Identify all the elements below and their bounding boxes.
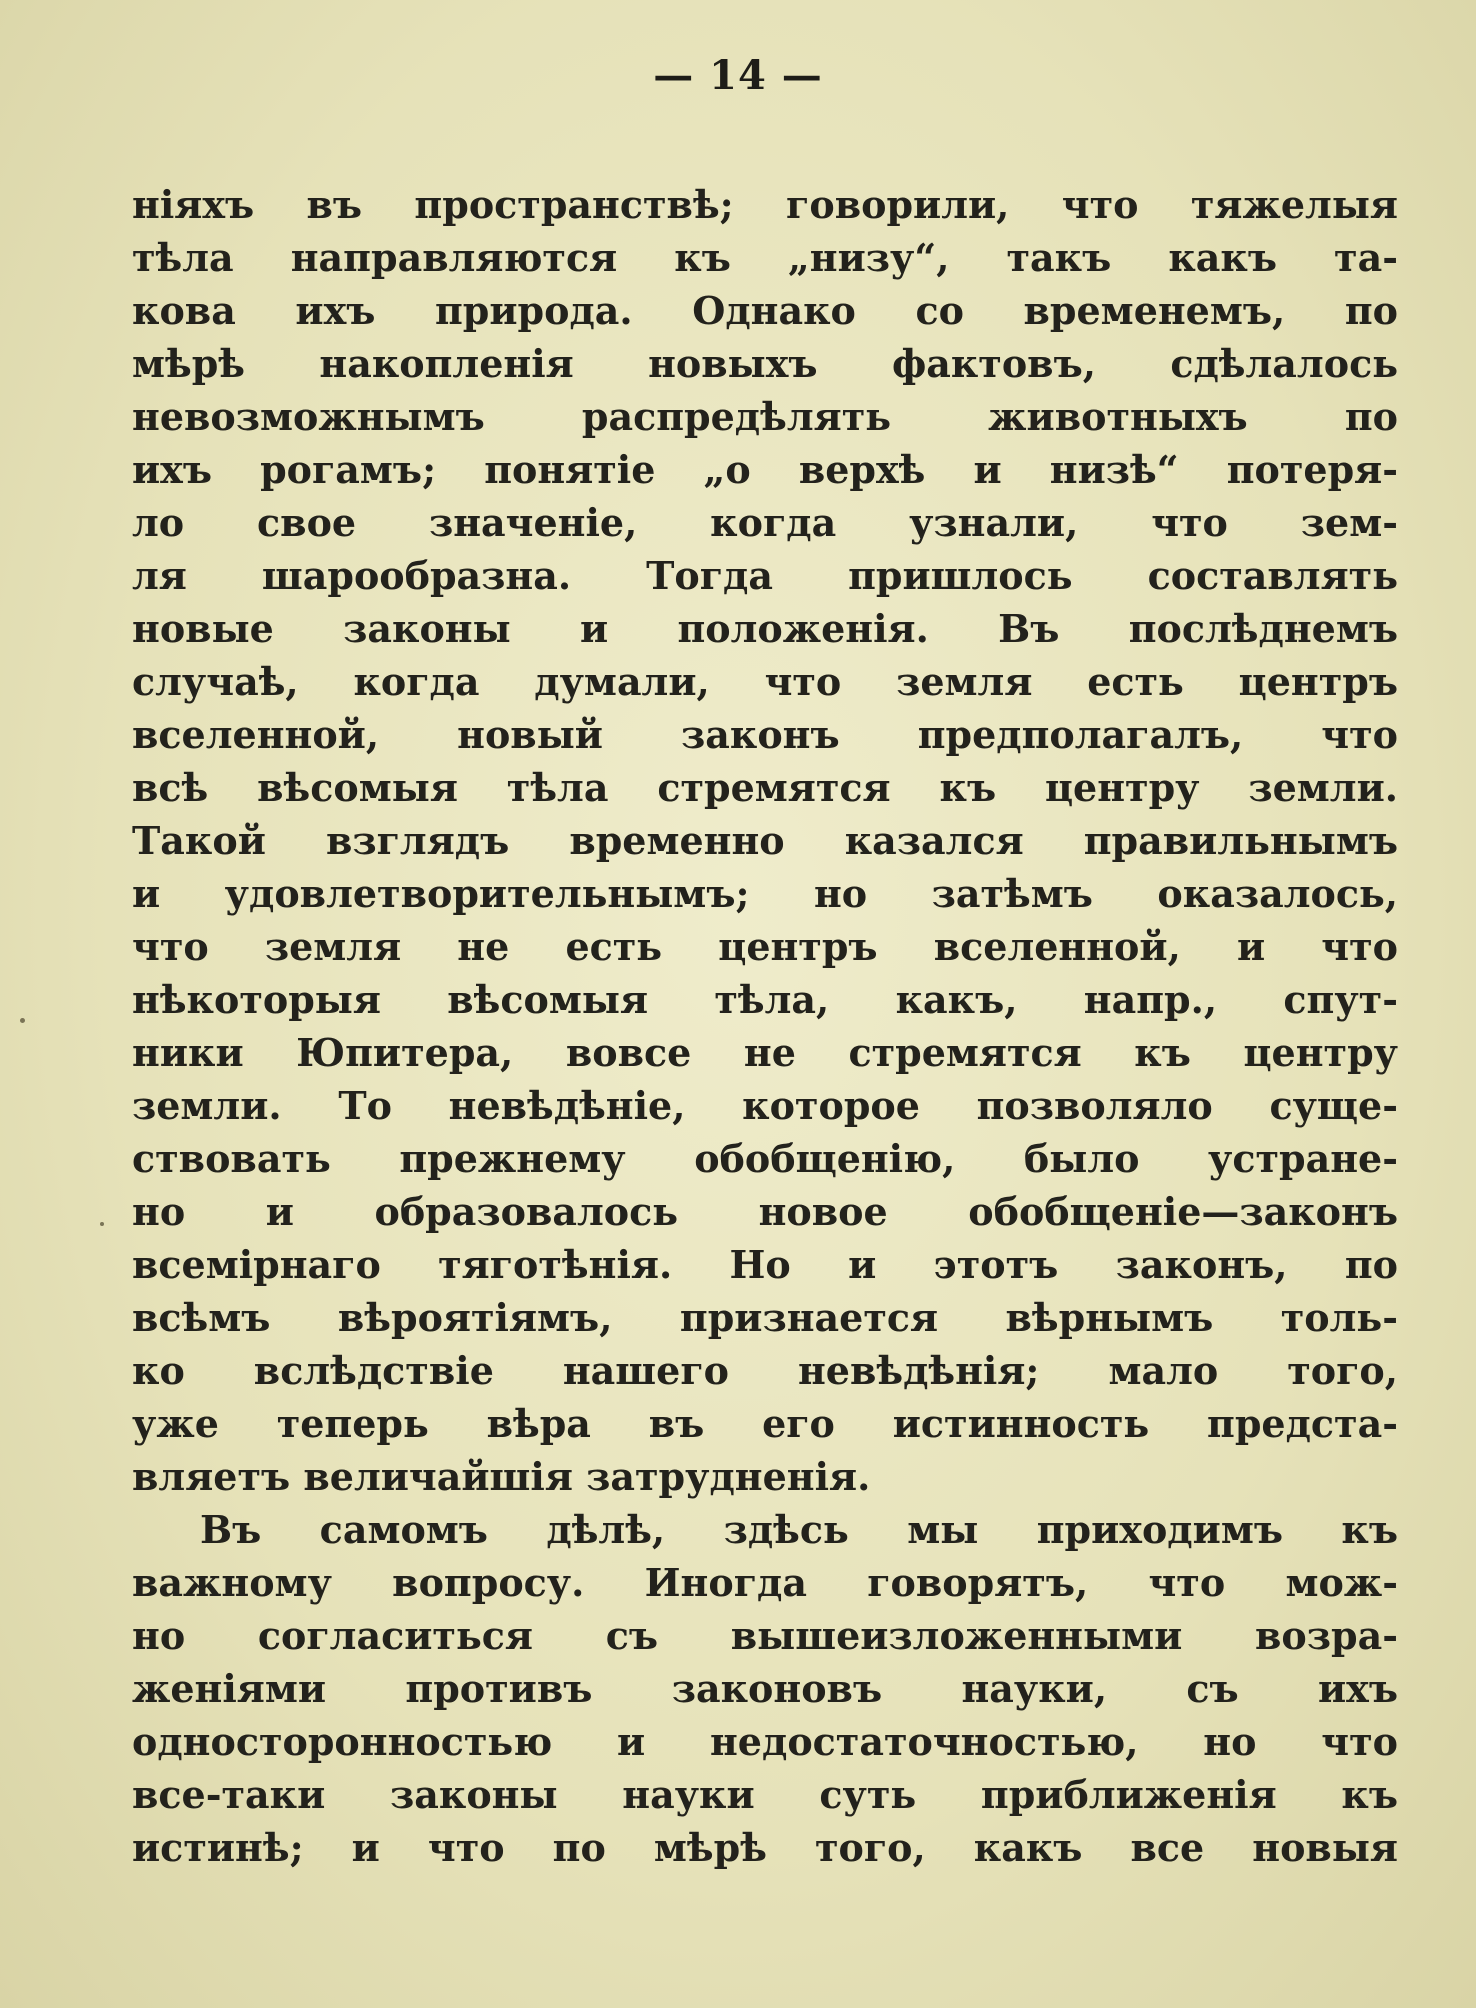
text-line: ко вслѣдствіе нашего невѣдѣнія; мало того, <box>132 1348 1398 1393</box>
text-line: все-таки законы науки суть приближенія къ <box>132 1772 1398 1817</box>
text-line: всемірнаго тяготѣнія. Но и этотъ законъ, по <box>132 1242 1398 1287</box>
text-line: ники Юпитера, вовсе не стремятся къ центру <box>132 1030 1398 1075</box>
text-line: тѣла направляются къ „низу“, такъ какъ та- <box>132 235 1398 280</box>
text-line: но согласиться съ вышеизложенными возра- <box>132 1613 1398 1658</box>
text-line: что земля не есть центръ вселенной, и что <box>132 924 1398 969</box>
text-line: односторонностью и недостаточностью, но что <box>132 1719 1398 1764</box>
text-line: уже теперь вѣра въ его истинность предста- <box>132 1401 1398 1446</box>
text-line: новые законы и положенія. Въ послѣднемъ <box>132 606 1398 651</box>
page-number: — 14 — <box>653 52 823 99</box>
text-line: и удовлетворительнымъ; но затѣмъ оказалось, <box>132 871 1398 916</box>
text-line: невозможнымъ распредѣлять животныхъ по <box>132 394 1398 439</box>
text-line: Такой взглядъ временно казался правильнымъ <box>132 818 1398 863</box>
text-line: ствовать прежнему обобщенію, было устране- <box>132 1136 1398 1181</box>
text-line: ніяхъ въ пространствѣ; говорили, что тяжелыя <box>132 182 1398 227</box>
paper-speck <box>100 1222 104 1226</box>
text-line: важному вопросу. Иногда говорятъ, что мож- <box>132 1560 1398 1605</box>
text-line: нѣкоторыя вѣсомыя тѣла, какъ, напр., спут- <box>132 977 1398 1022</box>
text-line: истинѣ; и что по мѣрѣ того, какъ все новыя <box>132 1825 1398 1870</box>
text-line: земли. То невѣдѣніе, которое позволяло суще- <box>132 1083 1398 1128</box>
text-line: всѣмъ вѣроятіямъ, признается вѣрнымъ толь- <box>132 1295 1398 1340</box>
body-text <box>132 178 1398 1874</box>
text-line: ля шарообразна. Тогда пришлось составлять <box>132 553 1398 598</box>
text-line: Въ самомъ дѣлѣ, здѣсь мы приходимъ къ <box>200 1507 1398 1552</box>
text-line: вселенной, новый законъ предполагалъ, что <box>132 712 1398 757</box>
text-line: всѣ вѣсомыя тѣла стремятся къ центру земли. <box>132 765 1398 810</box>
text-line: кова ихъ природа. Однако со временемъ, по <box>132 288 1398 333</box>
text-line: мѣрѣ накопленія новыхъ фактовъ, сдѣлалось <box>132 341 1398 386</box>
text-line: женіями противъ законовъ науки, съ ихъ <box>132 1666 1398 1711</box>
text-line: случаѣ, когда думали, что земля есть центръ <box>132 659 1398 704</box>
paper-speck <box>20 1018 25 1023</box>
text-line: вляетъ величайшія затрудненія. <box>132 1454 871 1499</box>
text-line: но и образовалось новое обобщеніе—законъ <box>132 1189 1398 1234</box>
text-line: ихъ рогамъ; понятіе „о верхѣ и низѣ“ потеря- <box>132 447 1398 492</box>
text-line: ло свое значеніе, когда узнали, что зем- <box>132 500 1398 545</box>
